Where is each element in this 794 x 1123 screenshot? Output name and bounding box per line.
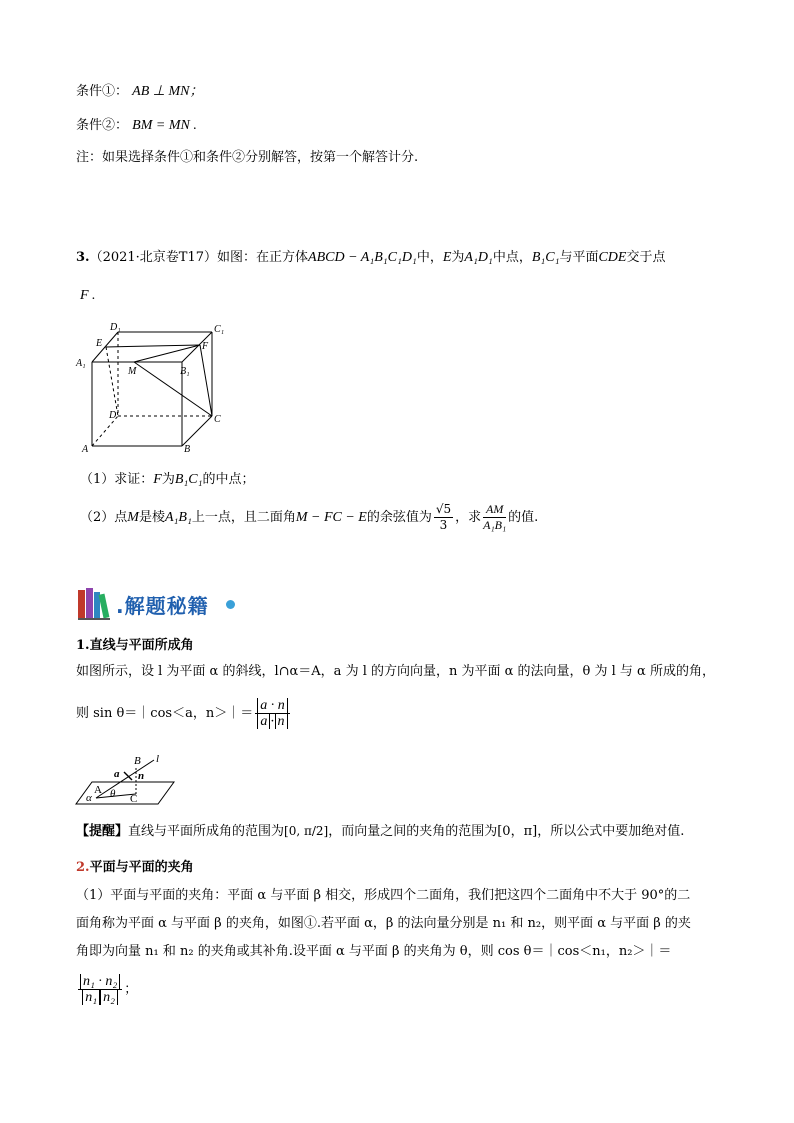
frac-den: 3 (439, 518, 448, 532)
sin-fraction: $\frac{a \cdot n}{a \cdot n}$ (255, 698, 290, 729)
q1-label: （1）求证： (80, 472, 154, 487)
condition-1-expr: AB ⊥ MN； (132, 84, 204, 99)
stem-text: 与平面 (559, 250, 599, 265)
q2-text: 的值. (508, 510, 539, 525)
q2-text: 是棱 (138, 510, 165, 525)
banner-title: .解题秘籍 (116, 594, 209, 618)
cube-figure (70, 318, 240, 458)
section-1-formula (76, 694, 292, 734)
stem-text: 中， (416, 250, 443, 265)
frac-num: AM (483, 502, 506, 518)
stem-text: 为 (451, 250, 465, 265)
condition-1 (76, 82, 203, 102)
cos-fraction (78, 974, 122, 1005)
q2-segment: A₁B₁ (164, 510, 192, 525)
stem-text: 交于点 (626, 250, 666, 265)
section-1-heading: 1.直线与平面所成角 (76, 638, 194, 653)
label-c1: C₁ (214, 324, 225, 335)
label-b: B (184, 444, 191, 455)
condition-2 (76, 116, 197, 136)
fig-label-theta: θ (110, 788, 116, 800)
q2-text: 的余弦值为 (366, 510, 432, 525)
label-m: M (128, 366, 137, 377)
tip-line (76, 818, 684, 845)
formula-prefix: 则 sin θ＝｜cos＜a，n＞｜＝ (76, 706, 254, 721)
fig-label-l: l (156, 754, 160, 765)
label-c: C (214, 414, 221, 425)
section-2-title: 平面与平面的夹角 (89, 860, 194, 875)
section-2-end: ； (124, 982, 138, 997)
banner-title-text: 解题秘籍 (124, 594, 209, 618)
label-a1: A₁ (76, 358, 86, 369)
solution-secrets-banner (76, 584, 246, 624)
section-2-number: 2. (76, 860, 90, 875)
label-f: F (202, 341, 209, 352)
q2-text: 上一点，且二面角 (191, 510, 296, 525)
question-1 (80, 470, 255, 490)
line-plane-figure (74, 754, 184, 810)
fig-label-n: n (138, 770, 145, 782)
section-2-heading (76, 858, 194, 878)
section-2-p1: （1）平面与平面的夹角：平面 α 与平面 β 相交，形成四个二面角，我们把这四个二面角中不大于 90°的二 (76, 888, 691, 903)
label-d1: D₁ (110, 322, 121, 333)
cosine-fraction (434, 502, 453, 533)
label-b1: B₁ (180, 366, 190, 377)
section-2-p2: 面角称为平面 α 与平面 β 的夹角，如图①.若平面 α，β 的法向量分别是 n₁ 和 n₂，则平面 α 与平面 β 的夹 (76, 916, 691, 931)
q2-point-m: M (127, 510, 139, 525)
tip-text: 直线与平面所成角的范围为 (128, 824, 285, 839)
q1-segment: B₁C₁ (174, 472, 203, 487)
fig-label-b: B (134, 755, 141, 767)
label-e: E (96, 338, 103, 349)
frac-num: a · n (257, 698, 288, 713)
condition-2-expr: BM = MN . (132, 118, 197, 133)
banner-dot (226, 600, 235, 609)
tip-range: [0, π/2] (284, 824, 329, 838)
label-a: A (82, 444, 89, 455)
q1-text: 的中点； (202, 472, 255, 487)
point-e: E (442, 250, 452, 265)
q1-point-f: F (153, 472, 162, 487)
stem-text: 中点， (492, 250, 532, 265)
frac-num: √5 (435, 502, 452, 516)
frac-den: A₁B₁ (483, 518, 507, 532)
note-text: 注：如果选择条件①和条件②分别解答，按第一个解答计分. (76, 150, 419, 165)
segment-a1d1: A₁D₁ (464, 250, 493, 265)
fig-label-a: a (114, 768, 120, 780)
stem-text: 如图：在正方体 (217, 250, 309, 265)
problem-source: （2021·北京卷T17） (89, 250, 218, 265)
question-2 (80, 502, 538, 533)
q2-label: （2）点 (80, 510, 128, 525)
ratio-fraction (483, 502, 506, 533)
books-icon (76, 586, 116, 622)
section-1-text: 如图所示，设 l 为平面 α 的斜线，l∩α＝A，a 为 l 的方向向量，n 为平面 α 的法向量，θ 为 l 与 α 所成的角， (76, 664, 715, 679)
fig-label-alpha: α (86, 792, 92, 804)
segment-b1c1: B₁C₁ (531, 250, 560, 265)
tip-text: ，而向量之间的夹角的范围为[0，π]，所以公式中要加绝对值. (328, 824, 685, 839)
tip-label: 【提醒】 (76, 824, 129, 839)
condition-1-label: 条件①： (76, 84, 129, 99)
section-2-p3: 角即为向量 n₁ 和 n₂ 的夹角或其补角.设平面 α 与平面 β 的夹角为 θ，则 cos θ＝｜cos＜n₁，n₂＞｜＝ (76, 944, 672, 959)
frac-den-a: a (257, 714, 270, 729)
frac-den-a: n₁ (82, 990, 100, 1005)
problem-number: 3. (76, 250, 90, 265)
fig-label-A: A (94, 784, 102, 796)
q2-text: ，求 (455, 510, 482, 525)
plane-cde: CDE (598, 250, 627, 265)
q1-text: 为 (161, 472, 175, 487)
label-d: D (109, 410, 117, 421)
frac-den-b: n (275, 714, 288, 729)
point-f-line: F . (80, 288, 96, 303)
condition-2-label: 条件②： (76, 118, 129, 133)
cube-name: ABCD − A₁B₁C₁D₁ (308, 250, 417, 265)
problem-3-stem (76, 248, 665, 268)
q2-dihedral: M − FC − E (295, 510, 367, 525)
frac-num: n₁ · n₂ (80, 974, 120, 989)
section-2-fraction-line (76, 970, 137, 1010)
frac-den-b: n₂ (100, 990, 118, 1005)
fig-label-c: C (130, 793, 138, 805)
